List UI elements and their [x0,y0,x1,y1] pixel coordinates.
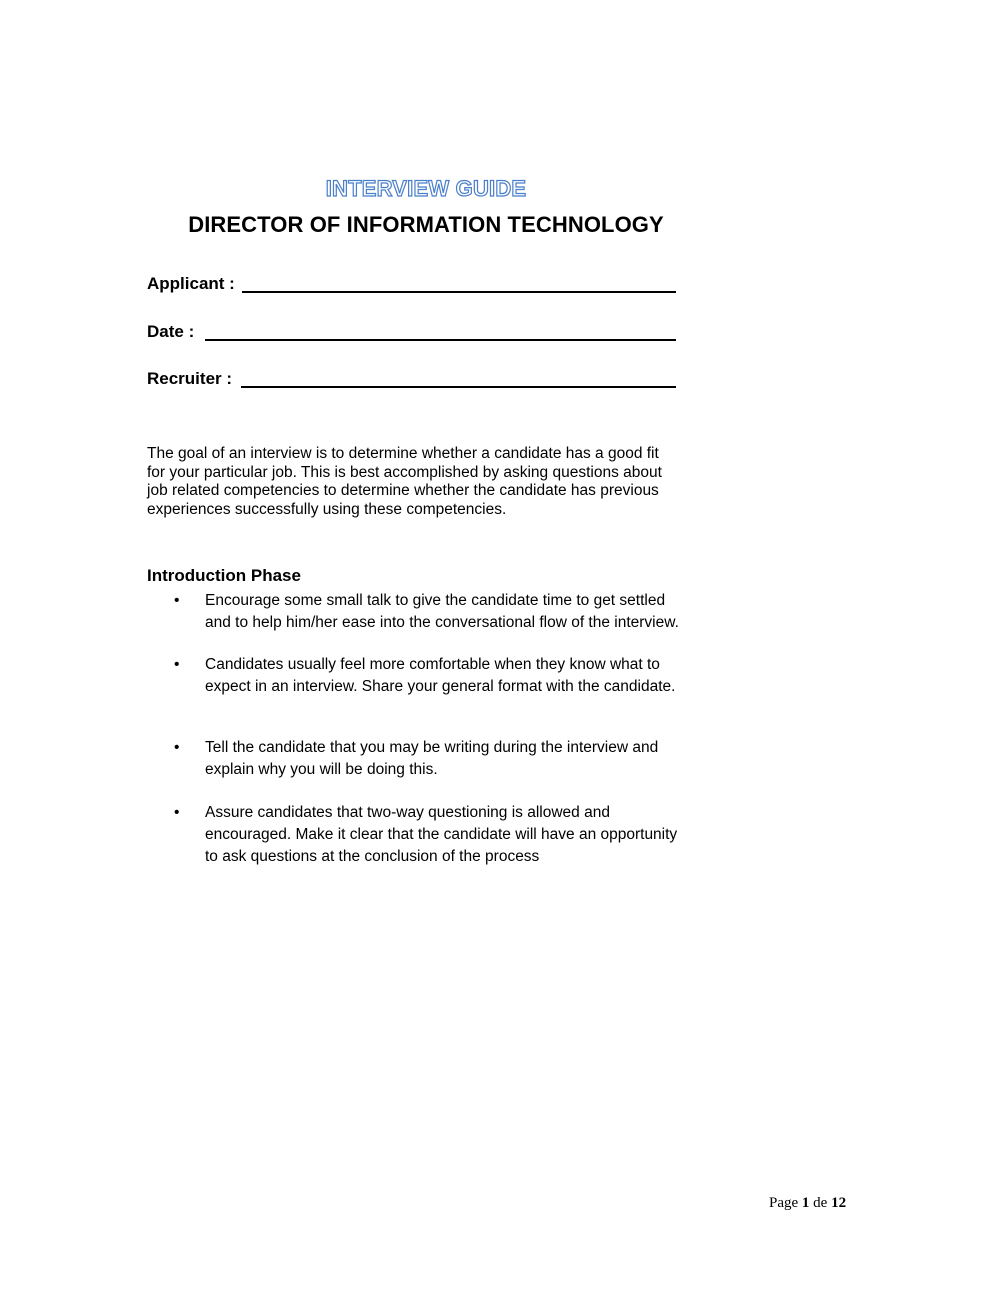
recruiter-underline[interactable] [241,386,676,388]
page-word: Page [769,1195,799,1211]
bullet-line: to ask questions at the conclusion of the process [205,848,540,865]
bullet-icon: • [174,739,180,756]
applicant-label: Applicant : [147,274,235,293]
bullet-line: Encourage some small talk to give the candidate time to get settled [205,592,666,609]
recruiter-field[interactable] [147,369,677,391]
bullet-text [205,590,745,634]
bullet-icon: • [174,592,180,609]
bullet-text [205,737,745,781]
current-page-number: 1 [801,1195,810,1211]
bullet-icon: • [174,656,180,673]
intro-line: for your particular job. This is best accomplished by asking questions about [147,463,662,481]
intro-line: experiences successfully using these competencies. [147,500,507,518]
bullet-icon: • [174,804,180,821]
total-pages-number: 12 [831,1195,847,1211]
recruiter-label: Recruiter : [147,369,233,388]
document-title: INTERVIEW GUIDE [325,176,527,201]
bullet-line: Candidates usually feel more comfortable when they know what to [205,656,660,673]
bullet-line: expect in an interview. Share your general format with the candidate. [205,678,676,695]
bullet-line: Assure candidates that two-way questioning is allowed and [205,804,610,821]
intro-line: The goal of an interview is to determine whether a candidate has a good fit [147,445,659,462]
introduction-phase-heading: Introduction Phase [147,566,301,585]
bullet-line: and to help him/her ease into the conversational flow of the interview. [205,614,679,631]
bullet-line: Tell the candidate that you may be writing during the interview and [205,739,659,756]
bullet-text [205,802,745,868]
applicant-underline[interactable] [242,291,676,293]
intro-line: job related competencies to determine whether the candidate has previous [147,482,659,499]
date-label: Date : [147,322,195,341]
date-field[interactable] [147,322,677,344]
bullet-text [205,654,745,698]
intro-paragraph [147,445,707,519]
date-underline[interactable] [205,339,676,341]
bullet-line: encouraged. Make it clear that the candidate will have an opportunity [205,826,678,843]
applicant-field[interactable] [147,274,677,296]
document-subtitle: DIRECTOR OF INFORMATION TECHNOLOGY [188,212,664,237]
page-number-footer [769,1195,846,1212]
of-word: de [813,1195,828,1211]
bullet-line: explain why you will be doing this. [205,761,438,778]
